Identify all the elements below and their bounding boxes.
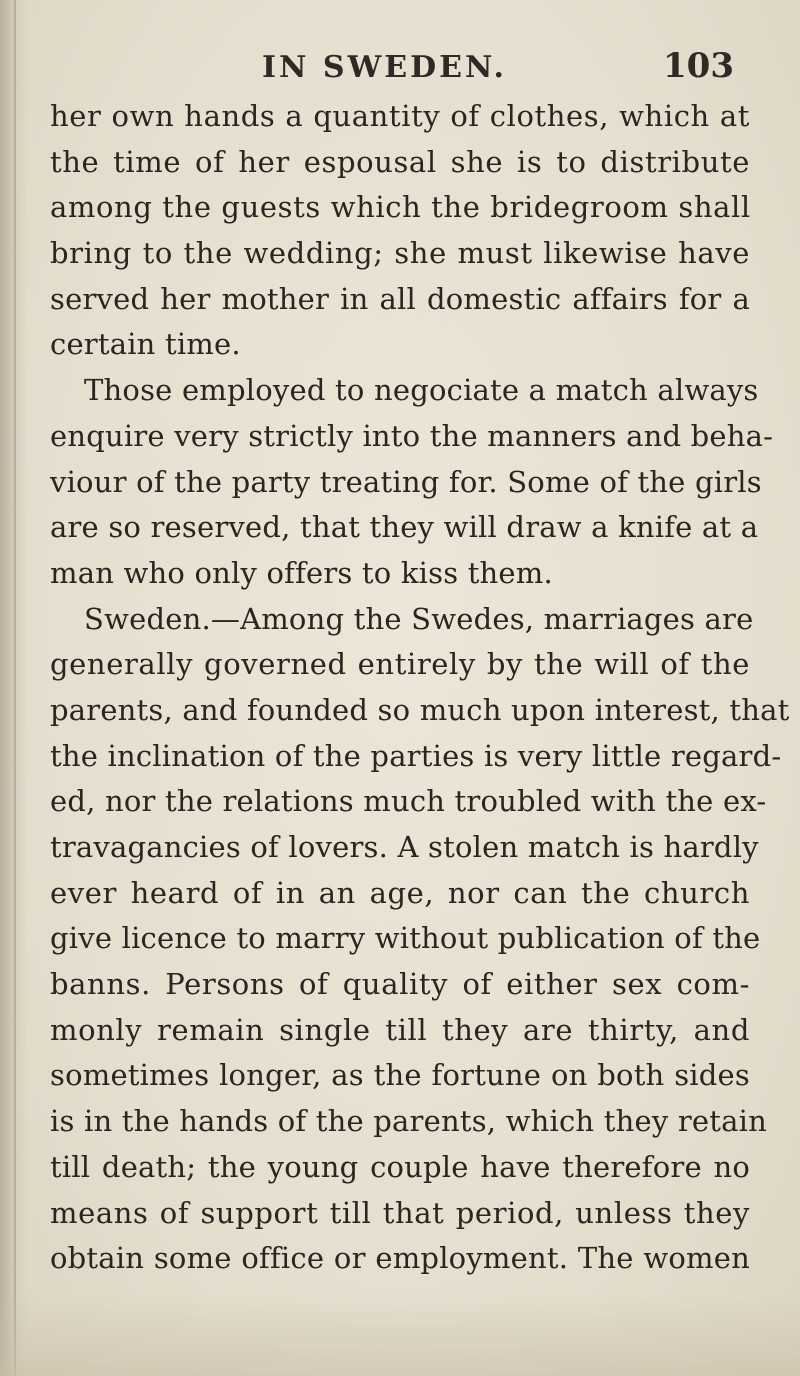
text-line: till death; the young couple have therefore no [50, 1149, 750, 1184]
text-line: are so reserved, that they will draw a knife at a [50, 510, 759, 545]
text-line: certain time. [50, 327, 241, 362]
text-line: means of support till that period, unless they [50, 1195, 750, 1230]
text-line: parents, and founded so much upon interest, that [50, 692, 790, 727]
running-head: IN SWEDEN. [262, 50, 507, 85]
text-line: Those employed to negociate a match always [84, 373, 759, 408]
body-text [50, 94, 790, 1282]
text-line: bring to the wedding; she must likewise have [50, 236, 750, 271]
text-line: monly remain single till they are thirty, and [50, 1012, 750, 1047]
page-edge [14, 0, 16, 1376]
text-line: her own hands a quantity of clothes, which at [50, 99, 750, 133]
text-line: ever heard of in an age, nor can the church [50, 875, 750, 910]
page-bottom-stain [0, 1296, 800, 1376]
text-line: Sweden.—Among the Swedes, marriages are [84, 601, 754, 636]
page-number: 103 [663, 46, 734, 86]
text-line: obtain some office or employment. The women [50, 1241, 750, 1276]
text-line: served her mother in all domestic affairs for a [50, 281, 750, 316]
text-line: banns. Persons of quality of either sex com- [50, 967, 750, 1002]
text-line: generally governed entirely by the will of the [50, 647, 750, 682]
text-line: ed, nor the relations much troubled with the ex- [50, 784, 767, 819]
text-line: man who only offers to kiss them. [50, 555, 553, 590]
text-line: enquire very strictly into the manners and beha- [50, 418, 774, 453]
text-line: the time of her espousal she is to distribute [50, 144, 750, 179]
text-line: travagancies of lovers. A stolen match is hardly [50, 830, 759, 864]
text-line: is in the hands of the parents, which they retain [50, 1104, 767, 1139]
text-line: viour of the party treating for. Some of the girls [50, 464, 762, 499]
text-line: sometimes longer, as the fortune on both sides [50, 1058, 750, 1093]
text-line: give licence to marry without publication of the [50, 921, 761, 956]
text-line: among the guests which the bridegroom shall [50, 190, 751, 225]
page-header [0, 46, 800, 96]
text-line: the inclination of the parties is very little regard- [50, 738, 782, 773]
